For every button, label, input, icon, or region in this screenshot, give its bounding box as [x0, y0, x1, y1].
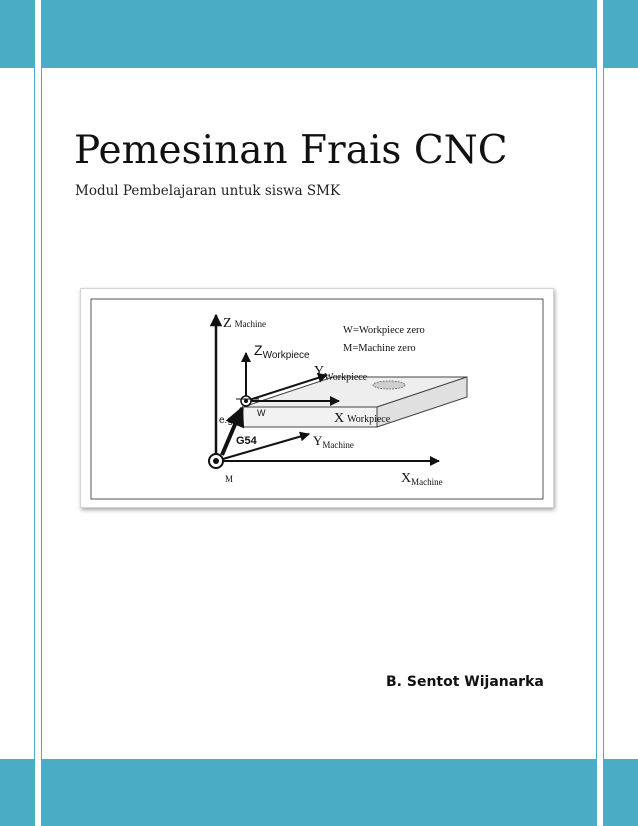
z-workpiece-label: $Z_{Workpiece}$	[254, 342, 310, 361]
coordinate-system-figure	[80, 288, 554, 508]
workpiece-zero-dot	[244, 399, 248, 403]
w-label: W	[257, 408, 266, 418]
author-name: B. Sentot Wijanarka	[386, 674, 544, 690]
z-machine-label: Z Machine	[223, 316, 267, 331]
g54-label: G54	[236, 435, 257, 447]
x-machine-label: $X_{Machine}$	[401, 471, 443, 487]
document-title: Pemesinan Frais CNC	[74, 128, 508, 173]
top-border-band	[0, 0, 638, 68]
right-border-line-inner	[596, 0, 597, 826]
legend-machine-zero: M=Machine zero	[343, 343, 416, 354]
m-label: M	[225, 474, 234, 484]
coordinate-diagram	[81, 289, 553, 507]
left-border-line-inner	[41, 0, 42, 826]
eg-label: e.g.	[219, 415, 236, 426]
y-workpiece-label: $Y_{Workpiece}$	[314, 364, 368, 383]
y-machine-label: $Y_{Machine}$	[313, 433, 354, 450]
document-subtitle: Modul Pembelajaran untuk siswa SMK	[75, 183, 341, 199]
machine-zero-dot	[213, 458, 219, 464]
x-workpiece-label: X Workpiece	[334, 411, 391, 426]
workpiece-pocket	[373, 381, 405, 389]
legend-workpiece-zero: W=Workpiece zero	[343, 325, 425, 336]
bottom-border-band	[0, 759, 638, 826]
right-border-line-outer	[603, 0, 604, 826]
left-border-line-outer	[34, 0, 35, 826]
